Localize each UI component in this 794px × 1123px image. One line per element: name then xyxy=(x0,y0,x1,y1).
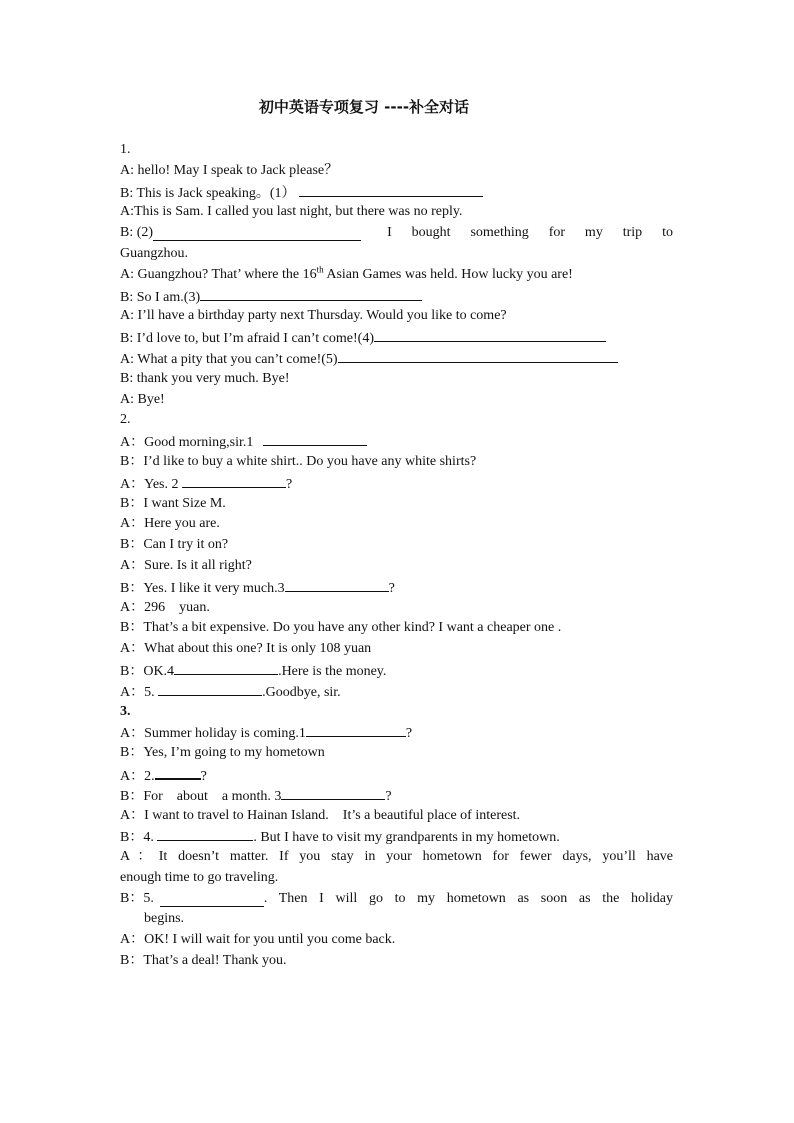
dialogue-line: A：I want to travel to Hainan Island. It’s a beautiful place of interest. xyxy=(120,807,521,823)
document-body xyxy=(120,140,673,972)
answer-blank[interactable] xyxy=(263,431,367,446)
dialogue-line: A：5. .Goodbye, sir. xyxy=(120,681,673,702)
dialogue-line: B：For about a month. 3 ? xyxy=(120,785,673,806)
answer-blank[interactable] xyxy=(182,473,286,488)
answer-blank[interactable] xyxy=(174,660,278,675)
dialogue-line: A: Guangzhou? That’ where the 16th Asian Games was held. How lucky you are! xyxy=(120,264,573,282)
dialogue-number: 2. xyxy=(120,412,131,428)
dialogue-line: A: What a pity that you can’t come!(5) xyxy=(120,348,673,369)
dialogue-line: B: So I am.(3) xyxy=(120,286,673,307)
dialogue-line: B：Yes. I like it very much.3 ? xyxy=(120,577,673,598)
dialogue-line: Guangzhou. xyxy=(120,245,189,261)
answer-blank[interactable] xyxy=(338,348,618,363)
dialogue-line: A：OK! I will wait for you until you come back. xyxy=(120,932,396,948)
dialogue-line: B: (2) I bought something for my trip to xyxy=(120,225,673,241)
dialogue-line: A：Summer holiday is coming.1 ? xyxy=(120,722,673,743)
dialogue-line: B：Can I try it on? xyxy=(120,537,229,553)
answer-blank[interactable] xyxy=(374,327,606,342)
dialogue-line: A：It doesn’t matter. If you stay in your hometown for fewer days, you’ll have xyxy=(120,849,673,865)
answer-blank[interactable] xyxy=(281,785,385,800)
dialogue-line: A: Bye! xyxy=(120,391,165,407)
dialogue-line: A：What about this one? It is only 108 yuan xyxy=(120,641,372,657)
answer-blank[interactable] xyxy=(160,892,264,907)
page-title: 初中英语专项复习 ----补全对话 xyxy=(258,98,470,116)
dialogue-line: B：Yes, I’m going to my hometown xyxy=(120,745,325,761)
answer-blank[interactable] xyxy=(200,286,422,301)
answer-blank[interactable] xyxy=(157,826,253,841)
dialogue-line: B: thank you very much. Bye! xyxy=(120,370,290,386)
answer-blank[interactable] xyxy=(299,182,483,197)
answer-blank[interactable] xyxy=(158,681,262,696)
dialogue-line: A：Good morning,sir.1 xyxy=(120,431,673,452)
dialogue-number: 1. xyxy=(120,142,131,157)
dialogue-number: 3. xyxy=(120,703,131,719)
answer-blank[interactable] xyxy=(153,226,361,241)
dialogue-line: B：4. . But I have to visit my grandparents in my hometown. xyxy=(120,826,673,847)
answer-blank[interactable] xyxy=(306,722,406,737)
dialogue-line: A: I’ll have a birthday party next Thursday. Would you like to come? xyxy=(120,308,507,324)
dialogue-line: B：I’d like to buy a white shirt.. Do you have any white shirts? xyxy=(120,453,477,469)
dialogue-line: B：5. . Then I will go to my hometown as soon as the holiday xyxy=(120,890,673,906)
dialogue-line: A：296 yuan. xyxy=(120,599,210,615)
answer-blank[interactable] xyxy=(155,764,201,780)
dialogue-line: A：2. ? xyxy=(120,764,673,785)
answer-blank[interactable] xyxy=(285,577,389,592)
dialogue-line: B：That’s a bit expensive. Do you have any other kind? I want a cheaper one . xyxy=(120,620,562,636)
dialogue-line: B：That’s a deal! Thank you. xyxy=(120,953,287,969)
dialogue-line: B: I’d love to, but I’m afraid I can’t come!(4) xyxy=(120,327,673,348)
dialogue-line: B：I want Size M. xyxy=(120,495,226,511)
dialogue-line: A：Yes. 2 ? xyxy=(120,473,673,494)
dialogue-line: A：Sure. Is it all right? xyxy=(120,557,252,573)
dialogue-line: A:This is Sam. I called you last night, but there was no reply. xyxy=(120,204,463,220)
dialogue-line: B: This is Jack speaking。(1） xyxy=(120,182,673,203)
dialogue-line: begins. xyxy=(144,911,185,927)
dialogue-line: A: hello! May I speak to Jack please？ xyxy=(120,162,339,178)
dialogue-line: A：Here you are. xyxy=(120,516,220,532)
dialogue-line: B：OK.4 .Here is the money. xyxy=(120,660,673,681)
dialogue-line: enough time to go traveling. xyxy=(120,869,279,885)
